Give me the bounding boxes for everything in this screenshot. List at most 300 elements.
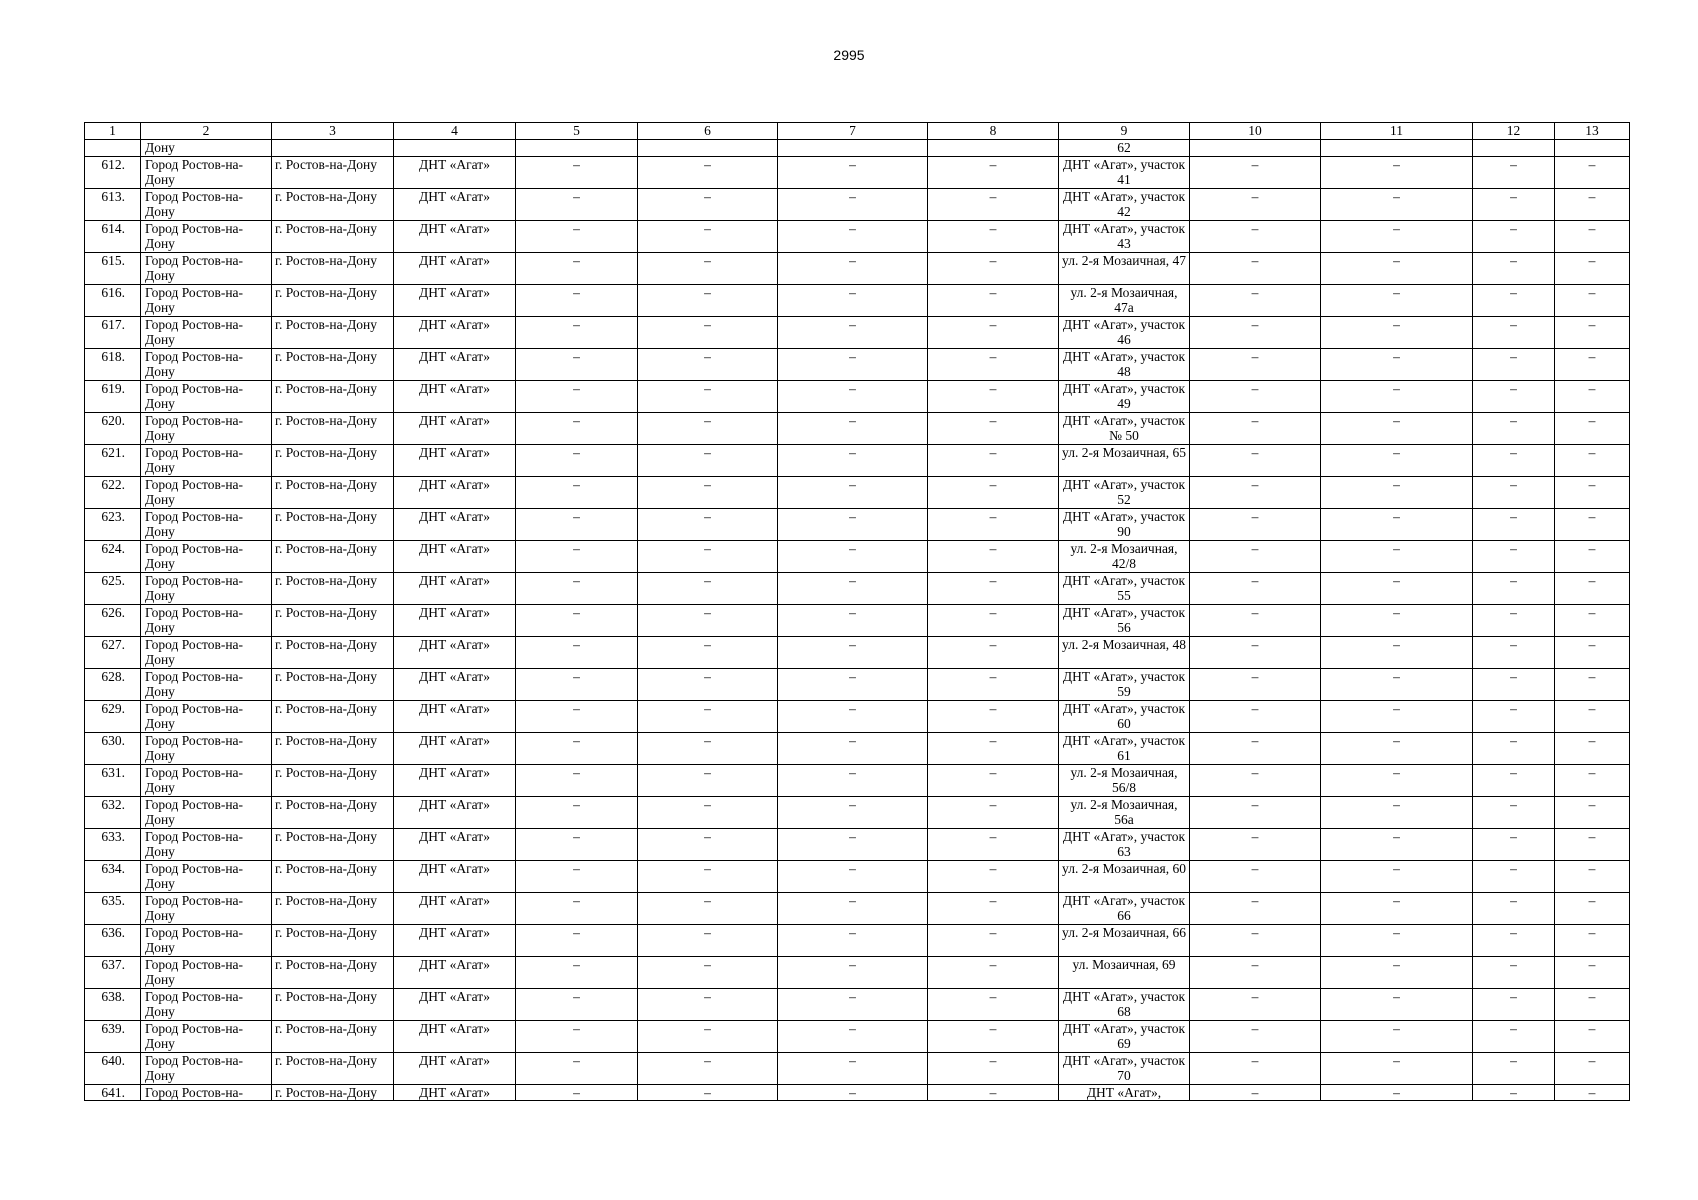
object-cell: ДНТ «Агат»: [394, 508, 516, 540]
address-cell: ДНТ «Агат», участок 68: [1059, 988, 1190, 1020]
municipality-cell: Город Ростов-на-Дону: [141, 988, 272, 1020]
object-cell: ДНТ «Агат»: [394, 924, 516, 956]
object-cell: ДНТ «Агат»: [394, 476, 516, 508]
dash-cell: –: [516, 444, 638, 476]
dash-cell: –: [1555, 636, 1630, 668]
address-cell: ДНТ «Агат», участок 46: [1059, 316, 1190, 348]
column-number-1: 1: [85, 123, 141, 140]
municipality-cell: Город Ростов-на-Дону: [141, 636, 272, 668]
object-cell: ДНТ «Агат»: [394, 892, 516, 924]
dash-cell: –: [1321, 156, 1473, 188]
municipality-cell: Город Ростов-на-Дону: [141, 1020, 272, 1052]
dash-cell: –: [638, 828, 778, 860]
dash-cell: –: [1190, 316, 1321, 348]
object-cell: ДНТ «Агат»: [394, 316, 516, 348]
object-cell: ДНТ «Агат»: [394, 796, 516, 828]
dash-cell: –: [1321, 444, 1473, 476]
dash-cell: –: [638, 476, 778, 508]
locality-cell: г. Ростов-на-Дону: [272, 700, 394, 732]
row-number: 626.: [85, 604, 141, 636]
address-cell: ул. 2-я Мозаичная, 47: [1059, 252, 1190, 284]
dash-cell: –: [1321, 252, 1473, 284]
dash-cell: –: [1190, 444, 1321, 476]
dash-cell: –: [1321, 540, 1473, 572]
row-number: 623.: [85, 508, 141, 540]
dash-cell: –: [1190, 156, 1321, 188]
dash-cell: –: [928, 476, 1059, 508]
dash-cell: –: [778, 892, 928, 924]
dash-cell: –: [1190, 1052, 1321, 1084]
dash-cell: –: [778, 316, 928, 348]
dash-cell: –: [1473, 540, 1555, 572]
dash-cell: –: [1473, 412, 1555, 444]
column-number-12: 12: [1473, 123, 1555, 140]
address-cell: ул. 2-я Мозаичная, 56/8: [1059, 764, 1190, 796]
locality-cell: г. Ростов-на-Дону: [272, 252, 394, 284]
column-number-8: 8: [928, 123, 1059, 140]
dash-cell: –: [1473, 476, 1555, 508]
dash-cell: –: [638, 444, 778, 476]
address-cell: ДНТ «Агат», участок 66: [1059, 892, 1190, 924]
dash-cell: –: [1190, 540, 1321, 572]
municipality-cell: Город Ростов-на-Дону: [141, 700, 272, 732]
dash-cell: –: [928, 828, 1059, 860]
dash-cell: –: [516, 636, 638, 668]
dash-cell: –: [1555, 604, 1630, 636]
dash-cell: –: [1555, 188, 1630, 220]
dash-cell: –: [1555, 668, 1630, 700]
dash-cell: –: [778, 380, 928, 412]
dash-cell: –: [1473, 892, 1555, 924]
table-row: [85, 860, 1630, 892]
address-cell: ДНТ «Агат», участок 49: [1059, 380, 1190, 412]
municipality-cell: Город Ростов-на-Дону: [141, 1052, 272, 1084]
object-cell: ДНТ «Агат»: [394, 668, 516, 700]
dash-cell: –: [1321, 892, 1473, 924]
column-number-10: 10: [1190, 123, 1321, 140]
dash-cell: –: [778, 796, 928, 828]
row-number: 635.: [85, 892, 141, 924]
table-row: [85, 604, 1630, 636]
table-row: [85, 412, 1630, 444]
dash-cell: –: [638, 700, 778, 732]
row-number: 620.: [85, 412, 141, 444]
object-cell: ДНТ «Агат»: [394, 860, 516, 892]
dash-cell: –: [928, 444, 1059, 476]
locality-cell: г. Ростов-на-Дону: [272, 572, 394, 604]
locality-cell: г. Ростов-на-Дону: [272, 604, 394, 636]
municipality-cell: Город Ростов-на-Дону: [141, 444, 272, 476]
dash-cell: –: [1321, 764, 1473, 796]
dash-cell: –: [928, 540, 1059, 572]
dash-cell: –: [778, 444, 928, 476]
locality-cell: г. Ростов-на-Дону: [272, 892, 394, 924]
table-row: [85, 444, 1630, 476]
table-row: [85, 668, 1630, 700]
row-number: 625.: [85, 572, 141, 604]
municipality-cell: Город Ростов-на-Дону: [141, 284, 272, 316]
dash-cell: –: [1190, 188, 1321, 220]
locality-cell: г. Ростов-на-Дону: [272, 412, 394, 444]
dash-cell: –: [1321, 796, 1473, 828]
dash-cell: –: [1555, 1084, 1630, 1101]
row-number: 613.: [85, 188, 141, 220]
row-number: 634.: [85, 860, 141, 892]
dash-cell: –: [778, 252, 928, 284]
continuation-cell-8: [928, 139, 1059, 156]
locality-cell: г. Ростов-на-Дону: [272, 156, 394, 188]
dash-cell: –: [1473, 316, 1555, 348]
dash-cell: –: [778, 1052, 928, 1084]
locality-cell: г. Ростов-на-Дону: [272, 1020, 394, 1052]
municipality-cell: Город Ростов-на-Дону: [141, 252, 272, 284]
municipality-cell: Город Ростов-на-Дону: [141, 892, 272, 924]
dash-cell: –: [1321, 380, 1473, 412]
table-row: [85, 700, 1630, 732]
table-row: [85, 988, 1630, 1020]
dash-cell: –: [1321, 508, 1473, 540]
dash-cell: –: [1321, 348, 1473, 380]
dash-cell: –: [1555, 796, 1630, 828]
dash-cell: –: [1473, 156, 1555, 188]
municipality-cell: Город Ростов-на-: [141, 1084, 272, 1101]
dash-cell: –: [1321, 860, 1473, 892]
dash-cell: –: [1555, 540, 1630, 572]
municipality-cell: Город Ростов-на-Дону: [141, 732, 272, 764]
dash-cell: –: [1555, 860, 1630, 892]
dash-cell: –: [638, 732, 778, 764]
dash-cell: –: [778, 220, 928, 252]
column-number-3: 3: [272, 123, 394, 140]
dash-cell: –: [1190, 828, 1321, 860]
object-cell: ДНТ «Агат»: [394, 444, 516, 476]
dash-cell: –: [1555, 444, 1630, 476]
locality-cell: г. Ростов-на-Дону: [272, 284, 394, 316]
table-row: [85, 348, 1630, 380]
dash-cell: –: [516, 412, 638, 444]
dash-cell: –: [778, 188, 928, 220]
dash-cell: –: [638, 188, 778, 220]
dash-cell: –: [1190, 636, 1321, 668]
municipality-cell: Город Ростов-на-Дону: [141, 508, 272, 540]
row-number: 637.: [85, 956, 141, 988]
dash-cell: –: [778, 828, 928, 860]
dash-cell: –: [516, 188, 638, 220]
object-cell: ДНТ «Агат»: [394, 540, 516, 572]
dash-cell: –: [928, 892, 1059, 924]
dash-cell: –: [928, 860, 1059, 892]
dash-cell: –: [1473, 860, 1555, 892]
dash-cell: –: [1190, 732, 1321, 764]
dash-cell: –: [1555, 316, 1630, 348]
dash-cell: –: [778, 572, 928, 604]
object-cell: ДНТ «Агат»: [394, 700, 516, 732]
table-row: [85, 220, 1630, 252]
continuation-cell-4: [394, 139, 516, 156]
dash-cell: –: [1473, 572, 1555, 604]
dash-cell: –: [638, 348, 778, 380]
dash-cell: –: [638, 1020, 778, 1052]
table-row: [85, 252, 1630, 284]
dash-cell: –: [1473, 1084, 1555, 1101]
table-row: [85, 924, 1630, 956]
table-row: [85, 1084, 1630, 1101]
locality-cell: г. Ростов-на-Дону: [272, 1052, 394, 1084]
dash-cell: –: [638, 508, 778, 540]
dash-cell: –: [1190, 476, 1321, 508]
dash-cell: –: [1555, 348, 1630, 380]
continuation-cell-13: [1555, 139, 1630, 156]
row-number: 641.: [85, 1084, 141, 1101]
column-number-2: 2: [141, 123, 272, 140]
municipality-cell: Город Ростов-на-Дону: [141, 380, 272, 412]
dash-cell: –: [928, 284, 1059, 316]
row-number: 622.: [85, 476, 141, 508]
locality-cell: г. Ростов-на-Дону: [272, 860, 394, 892]
object-cell: ДНТ «Агат»: [394, 604, 516, 636]
municipality-cell: Город Ростов-на-Дону: [141, 668, 272, 700]
column-number-7: 7: [778, 123, 928, 140]
object-cell: ДНТ «Агат»: [394, 220, 516, 252]
locality-cell: г. Ростов-на-Дону: [272, 316, 394, 348]
dash-cell: –: [1555, 924, 1630, 956]
dash-cell: –: [1555, 988, 1630, 1020]
object-cell: ДНТ «Агат»: [394, 1052, 516, 1084]
object-cell: ДНТ «Агат»: [394, 156, 516, 188]
dash-cell: –: [638, 956, 778, 988]
address-cell: ул. Мозаичная, 69: [1059, 956, 1190, 988]
dash-cell: –: [1190, 380, 1321, 412]
dash-cell: –: [638, 636, 778, 668]
municipality-cell: Город Ростов-на-Дону: [141, 476, 272, 508]
row-number: 628.: [85, 668, 141, 700]
dash-cell: –: [778, 700, 928, 732]
table-row: [85, 732, 1630, 764]
locality-cell: г. Ростов-на-Дону: [272, 988, 394, 1020]
object-cell: ДНТ «Агат»: [394, 988, 516, 1020]
table-row: [85, 1020, 1630, 1052]
row-number: 630.: [85, 732, 141, 764]
column-number-6: 6: [638, 123, 778, 140]
page-number: 2995: [833, 47, 865, 63]
dash-cell: –: [1473, 444, 1555, 476]
dash-cell: –: [516, 252, 638, 284]
dash-cell: –: [1555, 700, 1630, 732]
dash-cell: –: [516, 284, 638, 316]
dash-cell: –: [638, 668, 778, 700]
dash-cell: –: [928, 764, 1059, 796]
row-number: 631.: [85, 764, 141, 796]
dash-cell: –: [1190, 1084, 1321, 1101]
dash-cell: –: [638, 540, 778, 572]
dash-cell: –: [638, 380, 778, 412]
dash-cell: –: [638, 860, 778, 892]
municipality-cell: Город Ростов-на-Дону: [141, 316, 272, 348]
dash-cell: –: [516, 796, 638, 828]
address-cell: ДНТ «Агат», участок 63: [1059, 828, 1190, 860]
dash-cell: –: [928, 572, 1059, 604]
dash-cell: –: [1190, 412, 1321, 444]
dash-cell: –: [1190, 700, 1321, 732]
locality-cell: г. Ростов-на-Дону: [272, 956, 394, 988]
dash-cell: –: [1555, 476, 1630, 508]
table-row: [85, 284, 1630, 316]
object-cell: ДНТ «Агат»: [394, 828, 516, 860]
address-cell: ДНТ «Агат», участок 70: [1059, 1052, 1190, 1084]
table-row: [85, 796, 1630, 828]
table-row: [85, 380, 1630, 412]
column-number-4: 4: [394, 123, 516, 140]
dash-cell: –: [516, 732, 638, 764]
dash-cell: –: [1321, 988, 1473, 1020]
dash-cell: –: [928, 636, 1059, 668]
object-cell: ДНТ «Агат»: [394, 412, 516, 444]
locality-cell: г. Ростов-на-Дону: [272, 540, 394, 572]
dash-cell: –: [928, 988, 1059, 1020]
dash-cell: –: [1555, 1020, 1630, 1052]
table-row: [85, 316, 1630, 348]
address-cell: ул. 2-я Мозаичная, 60: [1059, 860, 1190, 892]
dash-cell: –: [516, 924, 638, 956]
dash-cell: –: [638, 316, 778, 348]
dash-cell: –: [638, 156, 778, 188]
dash-cell: –: [1473, 1020, 1555, 1052]
row-number: 617.: [85, 316, 141, 348]
dash-cell: –: [1190, 764, 1321, 796]
dash-cell: –: [778, 604, 928, 636]
locality-cell: г. Ростов-на-Дону: [272, 508, 394, 540]
dash-cell: –: [1555, 892, 1630, 924]
municipality-cell: Город Ростов-на-Дону: [141, 156, 272, 188]
continuation-row: [85, 139, 1630, 156]
dash-cell: –: [1473, 668, 1555, 700]
continuation-cell-3: [272, 139, 394, 156]
row-number: 632.: [85, 796, 141, 828]
address-cell: ДНТ «Агат», участок 90: [1059, 508, 1190, 540]
dash-cell: –: [638, 1084, 778, 1101]
dash-cell: –: [1555, 284, 1630, 316]
dash-cell: –: [516, 1084, 638, 1101]
table-row: [85, 188, 1630, 220]
dash-cell: –: [1555, 156, 1630, 188]
dash-cell: –: [516, 540, 638, 572]
dash-cell: –: [778, 348, 928, 380]
continuation-cell-1: [85, 139, 141, 156]
dash-cell: –: [928, 188, 1059, 220]
locality-cell: г. Ростов-на-Дону: [272, 380, 394, 412]
dash-cell: –: [928, 796, 1059, 828]
column-number-row: [85, 123, 1630, 140]
dash-cell: –: [1555, 828, 1630, 860]
dash-cell: –: [1190, 892, 1321, 924]
address-cell: ДНТ «Агат», участок 61: [1059, 732, 1190, 764]
dash-cell: –: [1555, 412, 1630, 444]
dash-cell: –: [778, 956, 928, 988]
dash-cell: –: [1190, 604, 1321, 636]
address-cell: ул. 2-я Мозаичная, 47а: [1059, 284, 1190, 316]
row-number: 638.: [85, 988, 141, 1020]
dash-cell: –: [1321, 572, 1473, 604]
dash-cell: –: [1473, 220, 1555, 252]
dash-cell: –: [928, 252, 1059, 284]
dash-cell: –: [516, 380, 638, 412]
dash-cell: –: [1190, 796, 1321, 828]
address-cell: ул. 2-я Мозаичная, 48: [1059, 636, 1190, 668]
dash-cell: –: [638, 1052, 778, 1084]
dash-cell: –: [1473, 604, 1555, 636]
dash-cell: –: [928, 1084, 1059, 1101]
dash-cell: –: [1190, 220, 1321, 252]
municipality-cell: Город Ростов-на-Дону: [141, 348, 272, 380]
municipality-cell: Город Ростов-на-Дону: [141, 188, 272, 220]
dash-cell: –: [1321, 412, 1473, 444]
dash-cell: –: [928, 700, 1059, 732]
dash-cell: –: [638, 604, 778, 636]
address-cell: ул. 2-я Мозаичная, 42/8: [1059, 540, 1190, 572]
dash-cell: –: [1321, 700, 1473, 732]
object-cell: ДНТ «Агат»: [394, 636, 516, 668]
dash-cell: –: [778, 540, 928, 572]
municipality-cell: Город Ростов-на-Дону: [141, 572, 272, 604]
locality-cell: г. Ростов-на-Дону: [272, 1084, 394, 1101]
dash-cell: –: [1473, 828, 1555, 860]
dash-cell: –: [1473, 764, 1555, 796]
row-number: 627.: [85, 636, 141, 668]
municipality-cell: Город Ростов-на-Дону: [141, 860, 272, 892]
municipality-cell: Город Ростов-на-Дону: [141, 764, 272, 796]
dash-cell: –: [928, 668, 1059, 700]
object-cell: ДНТ «Агат»: [394, 1084, 516, 1101]
locality-cell: г. Ростов-на-Дону: [272, 444, 394, 476]
table-row: [85, 572, 1630, 604]
table-row: [85, 764, 1630, 796]
dash-cell: –: [1321, 1020, 1473, 1052]
address-cell: ДНТ «Агат», участок 42: [1059, 188, 1190, 220]
dash-cell: –: [1190, 508, 1321, 540]
dash-cell: –: [638, 572, 778, 604]
dash-cell: –: [928, 508, 1059, 540]
dash-cell: –: [1321, 668, 1473, 700]
address-cell: ДНТ «Агат», участок № 50: [1059, 412, 1190, 444]
dash-cell: –: [516, 892, 638, 924]
dash-cell: –: [516, 860, 638, 892]
locality-cell: г. Ростов-на-Дону: [272, 732, 394, 764]
address-cell: ул. 2-я Мозаичная, 66: [1059, 924, 1190, 956]
row-number: 629.: [85, 700, 141, 732]
dash-cell: –: [928, 316, 1059, 348]
dash-cell: –: [1473, 380, 1555, 412]
continuation-cell-2: Дону: [141, 139, 272, 156]
dash-cell: –: [778, 476, 928, 508]
object-cell: ДНТ «Агат»: [394, 348, 516, 380]
address-cell: ДНТ «Агат», участок 56: [1059, 604, 1190, 636]
continuation-cell-12: [1473, 139, 1555, 156]
object-cell: ДНТ «Агат»: [394, 284, 516, 316]
dash-cell: –: [778, 284, 928, 316]
dash-cell: –: [516, 828, 638, 860]
dash-cell: –: [778, 732, 928, 764]
dash-cell: –: [1473, 988, 1555, 1020]
dash-cell: –: [1555, 956, 1630, 988]
address-cell: ул. 2-я Мозаичная, 65: [1059, 444, 1190, 476]
dash-cell: –: [516, 668, 638, 700]
dash-cell: –: [1321, 1084, 1473, 1101]
address-cell: ДНТ «Агат»,: [1059, 1084, 1190, 1101]
locality-cell: г. Ростов-на-Дону: [272, 636, 394, 668]
row-number: 615.: [85, 252, 141, 284]
dash-cell: –: [516, 156, 638, 188]
continuation-cell-10: [1190, 139, 1321, 156]
